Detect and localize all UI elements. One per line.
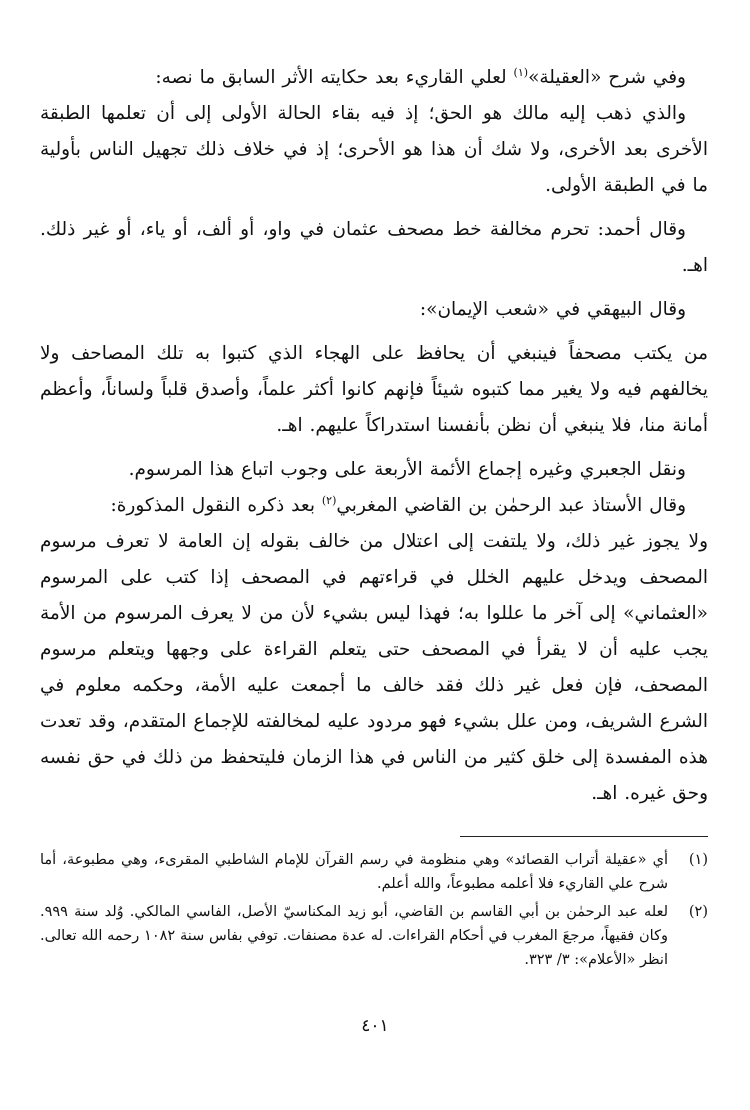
- page-number: ٤٠١: [361, 1016, 389, 1036]
- paragraph-7-text-b: بعد ذكره النقول المذكورة:: [110, 495, 322, 516]
- footnote-ref-1: (١): [513, 65, 529, 79]
- paragraph-3: وقال أحمد: تحرم مخالفة خط مصحف عثمان في واو، أو ألف، أو ياء، أو غير ذلك. اهـ.: [40, 219, 708, 276]
- paragraph-5: من يكتب مصحفاً فينبغي أن يحافظ على الهجاء الذي كتبوا به تلك المصاحف ولا يخالفهم فيه ولا يغير مما كتبوه شيئاً فإنهم كانوا أكثر علماً، وأصدق قلباً ولساناً، وأعظم أمانة منا، فلا ينبغي أن نظن بأنفسنا استدراكاً عليهم. اهـ.: [40, 343, 708, 436]
- footnote-ref-2: (٢): [321, 493, 337, 507]
- footnotes: [40, 848, 708, 976]
- footnote-2: [40, 900, 708, 972]
- paragraph-8: ولا يجوز غير ذلك، ولا يلتفت إلى اعتلال من خالف بقوله إن العامة لا تعرف مرسوم المصحف ويدخل عليهم الخلل في قراءتهم في المصحف إذا كتب على المرسوم «العثماني» إلى آخر ما عللوا به؛ فهذا ليس بشيء لأن من لا يعرف المرسوم من الأمة يجب عليه أن لا يقرأ في المصحف حتى يتعلم القراءة على وجهها ويتعلم مرسوم المصحف، فإن فعل غير ذلك فقد خالف ما أجمعت عليه الأمة، وحكمه معلوم في الشرع الشريف، ومن علل بشيء فهو مردود عليه لمخالفته للإجماع المتقدم، وقد تعدت هذه المفسدة إلى خلق كثير من الناس في هذا الزمان فليتحفظ من ذلك في حق نفسه وحق غيره. اهـ.: [40, 531, 708, 804]
- paragraph-4: وقال البيهقي في «شعب الإيمان»:: [419, 299, 686, 320]
- paragraph-6: ونقل الجعبري وغيره إجماع الأئمة الأربعة على وجوب اتباع هذا المرسوم.: [128, 459, 686, 480]
- paragraph-7-text-a: وقال الأستاذ عبد الرحمٰن بن القاضي المغربي: [336, 495, 686, 516]
- footnote-text: أي «عقيلة أتراب القصائد» وهي منظومة في رسم القرآن للإمام الشاطبي المقرىء، وهي مطبوعة، أما شرح علي القاريء فلا أعلمه مطبوعاً، والله أعلم.: [40, 852, 668, 892]
- paragraph-1: [40, 60, 708, 96]
- footnote-number: (١): [688, 852, 708, 868]
- paragraph-1-text-b: لعلي القاريء بعد حكايته الأثر السابق ما نصه:: [155, 67, 514, 88]
- footnote-1: [40, 848, 708, 896]
- footnote-text: لعله عبد الرحمٰن بن أبي القاسم بن القاضي، أبو زيد المكناسيّ الأصل، الفاسي المالكي. وُلد سنة ٩٩٩. وكان فقيهاً، مرجعَ المغرب في أحكام القراءات. له عدة مصنفات. توفي بفاس سنة ١٠٨٢ رحمه الله تعالى. انظر «الأعلام»: ٣/ ٣٢٣.: [40, 904, 668, 968]
- footnote-separator: [460, 836, 708, 837]
- paragraph-1-text-a: وفي شرح «العقيلة»: [528, 67, 686, 88]
- paragraph-7: [40, 488, 708, 524]
- main-text: [40, 60, 708, 820]
- footnote-number: (٢): [688, 904, 708, 920]
- paragraph-2: والذي ذهب إليه مالك هو الحق؛ إذ فيه بقاء الحالة الأولى إلى أن تعلمها الطبقة الأخرى بعد الأخرى، ولا شك أن هذا هو الأحرى؛ إذ في خلاف ذلك تجهيل الناس بأولية ما في الطبقة الأولى.: [40, 103, 708, 196]
